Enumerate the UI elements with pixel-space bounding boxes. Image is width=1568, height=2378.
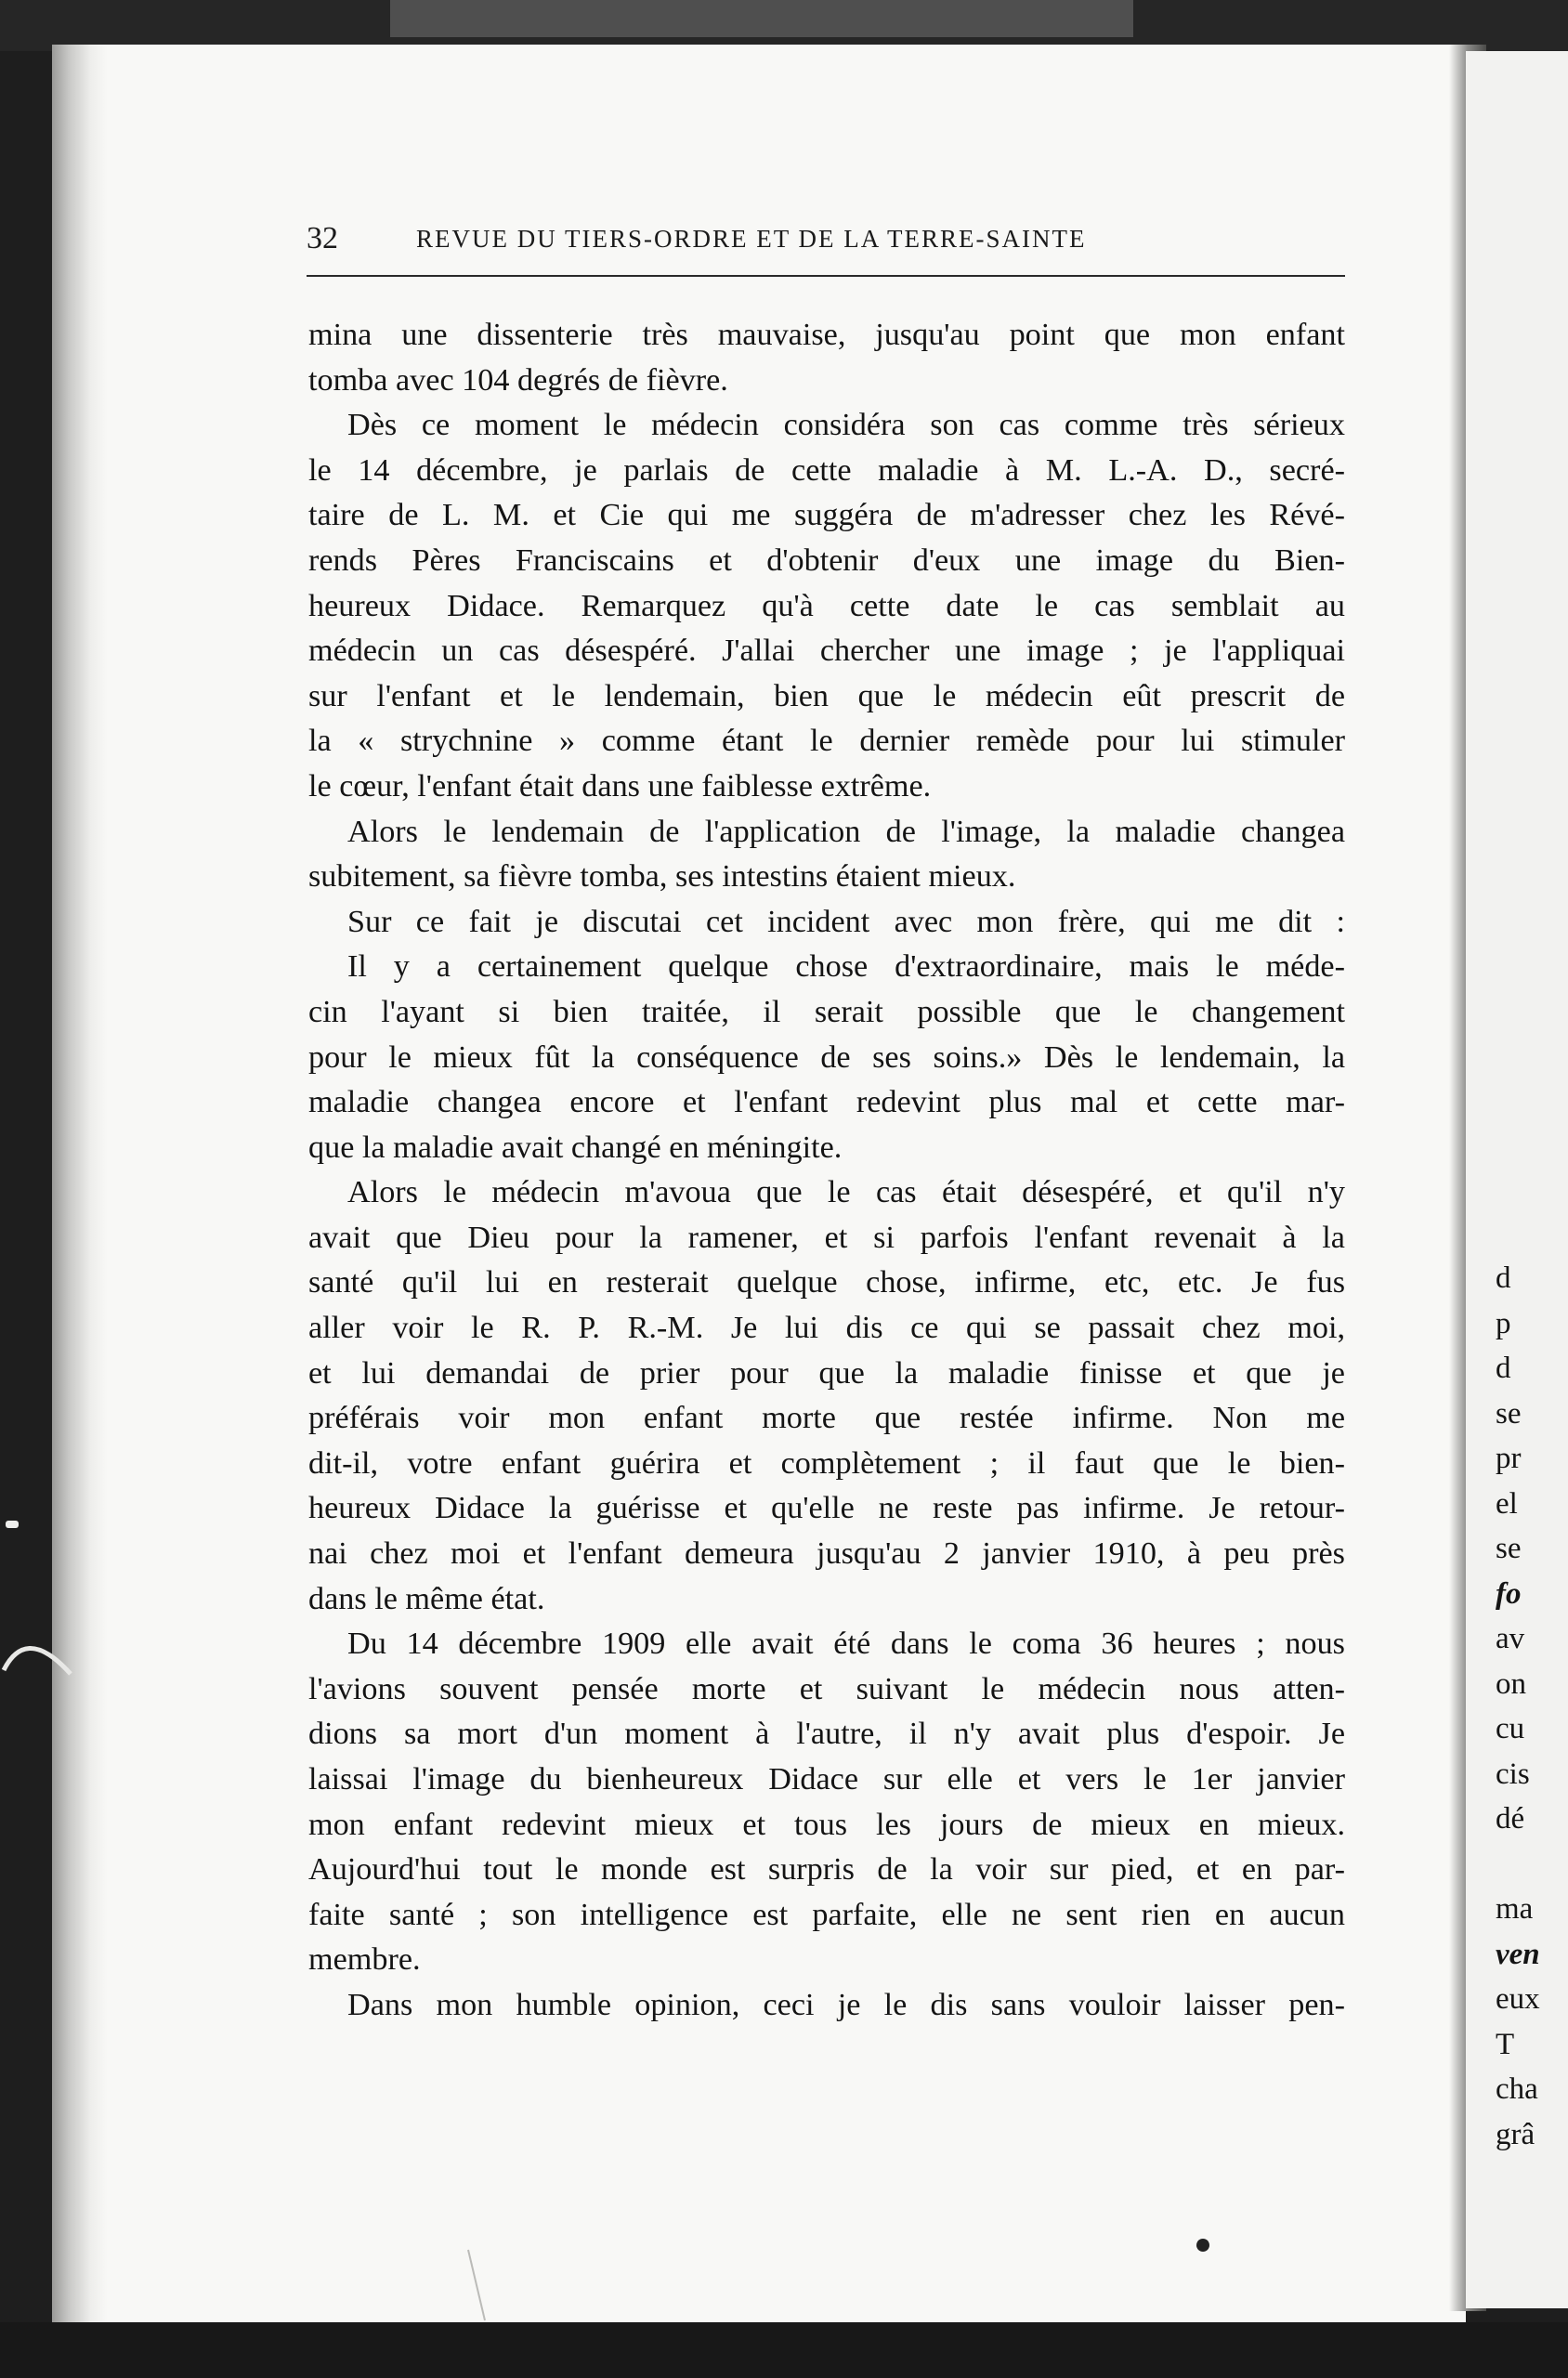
- running-head: [307, 221, 1342, 260]
- facing-fragment: d: [1496, 1352, 1511, 1385]
- text-line: le 14 décembre, je parlais de cette maladie à M. L.-A. D., secré-: [308, 452, 1345, 488]
- text-line: subitement, sa fièvre tomba, ses intestins étaient mieux.: [308, 859, 1016, 895]
- page-number: 32: [307, 221, 338, 255]
- ink-spot: [1196, 2239, 1209, 2252]
- text-line: Dès ce moment le médecin considéra son cas comme très sérieux: [347, 408, 1345, 443]
- text-line: Aujourd'hui tout le monde est surpris de la voir sur pied, et en par-: [308, 1852, 1345, 1888]
- text-line: avait que Dieu pour la ramener, et si parfois l'enfant revenait à la: [308, 1220, 1345, 1255]
- text-line: que la maladie avait changé en méningite.: [308, 1130, 843, 1165]
- text-line: taire de L. M. et Cie qui me suggéra de m'adresser chez les Révé-: [308, 498, 1345, 533]
- text-line: Alors le médecin m'avoua que le cas était désespéré, et qu'il n'y: [347, 1175, 1345, 1210]
- text-line: médecin un cas désespéré. J'allai chercher une image ; je l'appliquai: [308, 634, 1345, 669]
- facing-fragment: T: [1496, 2027, 1515, 2061]
- text-line: Il y a certainement quelque chose d'extraordinaire, mais le méde-: [347, 949, 1345, 985]
- text-line: dans le même état.: [308, 1581, 545, 1616]
- facing-fragment: p: [1496, 1306, 1511, 1340]
- text-line: aller voir le R. P. R.-M. Je lui dis ce qui se passait chez moi,: [308, 1311, 1345, 1346]
- text-line: mina une dissenterie très mauvaise, jusqu'au point que mon enfant: [308, 318, 1345, 352]
- text-line: l'avions souvent pensée morte et suivant le médecin nous atten-: [308, 1671, 1345, 1706]
- text-line: Sur ce fait je discutai cet incident avec mon frère, qui me dit :: [347, 904, 1345, 939]
- facing-fragment: on: [1496, 1666, 1526, 1701]
- text-line: Alors le lendemain de l'application de l'image, la maladie changea: [347, 814, 1345, 849]
- running-title: REVUE DU TIERS-ORDRE ET DE LA TERRE-SAINTE: [416, 225, 1087, 253]
- text-line: nai chez moi et l'enfant demeura jusqu'au 2 janvier 1910, à peu près: [308, 1536, 1345, 1572]
- text-line: rends Pères Franciscains et d'obtenir d'eux une image du Bien-: [308, 542, 1345, 578]
- header-rule: [307, 275, 1345, 277]
- facing-fragment: se: [1496, 1532, 1522, 1565]
- text-line: heureux Didace. Remarquez qu'à cette date le cas semblait au: [308, 588, 1345, 623]
- text-line: dit-il, votre enfant guérira et complètement ; il faut que le bien-: [308, 1445, 1345, 1481]
- facing-fragment: eux: [1496, 1982, 1540, 2016]
- scan-artifact-line: [464, 2248, 492, 2322]
- text-line: le cœur, l'enfant était dans une faiblesse extrême.: [308, 768, 932, 804]
- text-line: pour le mieux fût la conséquence de ses soins.» Dès le lendemain, la: [308, 1039, 1345, 1075]
- facing-page-text: [1496, 1256, 1568, 2157]
- facing-fragment: cha: [1496, 2072, 1538, 2106]
- facing-fragment: d: [1496, 1261, 1511, 1295]
- text-line: mon enfant redevint mieux et tous les jours de mieux en mieux.: [308, 1807, 1345, 1842]
- facing-fragment: av: [1496, 1622, 1525, 1655]
- text-line: la « strychnine » comme étant le dernier remède pour lui stimuler: [308, 724, 1345, 759]
- text-line: Du 14 décembre 1909 elle avait été dans le coma 36 heures ; nous: [347, 1627, 1345, 1662]
- scan-artifact-curve: [0, 1588, 84, 1700]
- facing-fragment: cis: [1496, 1757, 1530, 1791]
- scan-artifact-dot: [6, 1521, 19, 1528]
- text-line: faite santé ; son intelligence est parfaite, elle ne sent rien en aucun: [308, 1897, 1345, 1932]
- facing-fragment: se: [1496, 1396, 1522, 1431]
- facing-fragment: ven: [1496, 1937, 1540, 1971]
- facing-fragment: ma: [1496, 1892, 1534, 1926]
- text-line: santé qu'il lui en resterait quelque chose, infirme, etc, etc. Je fus: [308, 1265, 1345, 1300]
- text-line: Dans mon humble opinion, ceci je le dis sans vouloir laisser pen-: [347, 1987, 1345, 2022]
- facing-fragment: cu: [1496, 1712, 1525, 1745]
- text-line: cin l'ayant si bien traitée, il serait possible que le changement: [308, 994, 1345, 1029]
- facing-fragment: dé: [1496, 1802, 1525, 1836]
- text-line: maladie changea encore et l'enfant redevint plus mal et cette mar-: [308, 1085, 1345, 1120]
- text-line: laissai l'image du bienheureux Didace sur elle et vers le 1er janvier: [308, 1762, 1345, 1797]
- text-line: heureux Didace la guérisse et qu'elle ne reste pas infirme. Je retour-: [308, 1491, 1345, 1526]
- facing-fragment: [1496, 1842, 1568, 1888]
- text-line: dions sa mort d'un moment à l'autre, il n'y avait plus d'espoir. Je: [308, 1717, 1345, 1752]
- text-line: sur l'enfant et le lendemain, bien que le médecin eût prescrit de: [308, 678, 1345, 713]
- text-line: préférais voir mon enfant morte que restée infirme. Non me: [308, 1401, 1345, 1436]
- scan-top-smudge: [390, 0, 1133, 37]
- text-line: et lui demandai de prier pour que la maladie finisse et que je: [308, 1355, 1345, 1391]
- facing-fragment: pr: [1496, 1442, 1522, 1475]
- facing-fragment: el: [1496, 1486, 1518, 1521]
- body-text: [308, 313, 1345, 2029]
- text-line: tomba avec 104 degrés de fièvre.: [308, 362, 728, 398]
- facing-fragment: grâ: [1496, 2117, 1535, 2151]
- facing-fragment: fo: [1496, 1576, 1522, 1611]
- page-gutter-shadow: [52, 45, 108, 2339]
- scan-bottom-border: [0, 2322, 1568, 2378]
- text-line: membre.: [308, 1942, 421, 1978]
